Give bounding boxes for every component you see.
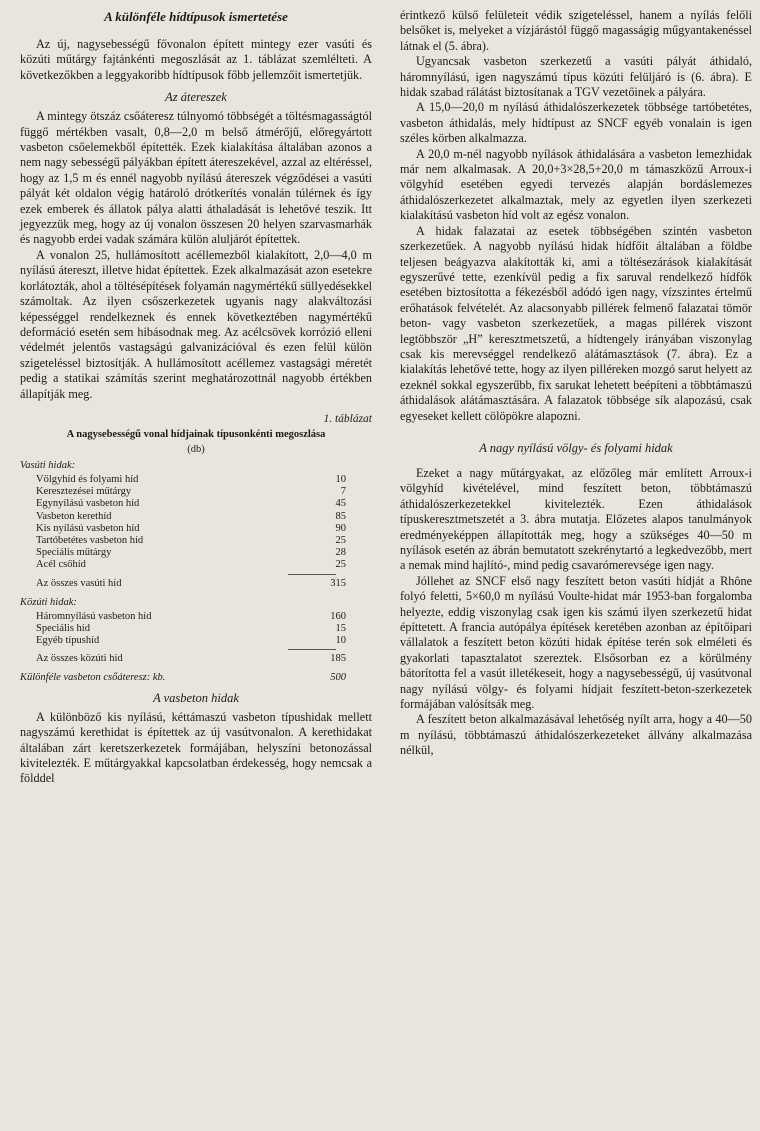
table-row (20, 623, 372, 635)
table-row (20, 498, 372, 510)
table-row (20, 511, 372, 523)
table-unit: (db) (187, 443, 205, 455)
culvert-row (20, 672, 372, 684)
row-value: 185 (330, 653, 346, 665)
table-title: A nagysebességű vonal hídjainak típusonkénti megoszlása (66, 428, 326, 440)
paragraph: A hidak falazatai az esetek többségében szintén vasbeton szerkezetűek. A nagyobb nyílású hidak hídfőit általában a földbe teljesen beágyazva alakították ki, ami a töltésezárások kialakítását egyszerűvé tette, ezenkívül pedig a fix saruval rendelkező hídfők esetében biztosította a fékezésből adódó igen nagy, vízszintes értelmű erőhatások felvételét. Az alacsonyabb pillérek felmenő falazatai tömör beton- vagy vasbeton szerkezetűek, a magas pillérek viszont legtöbbször „H” keresztmetszetű, a hídtengely irányában viszonylag csak kis merevséggel rendelkező alátámasztások (7. ábra). Ez a kialakítás lehetővé tette, hogy az ilyen pilléreken mozgó sarut helyett az ezeknél sokkal egyszerűbb, fix sarukat lehetett beépíteni a többtámaszú áthidalások alátámasztására. A falazatok többsége sík alapozású, csak egyeseket kellett cölöpökre alapozni. (400, 223, 752, 423)
rail-total-row (20, 578, 372, 590)
road-total-row (20, 653, 372, 665)
paragraph: Ugyancsak vasbeton szerkezetű a vasúti pályát áthidaló, háromnyílású, igen nagyszámú típus közúti felüljáró is (6. ábra). E hidak szabad rálátást biztosítanak a TGV vezetőinek a pályára. (400, 54, 752, 100)
road-bridges-heading: Közúti hidak: (20, 596, 77, 608)
section-heading-culverts: Az átereszek (165, 90, 227, 105)
row-value: 90 (335, 522, 346, 534)
row-label: Különféle vasbeton csőáteresz: kb. (20, 671, 166, 683)
row-value: 315 (330, 577, 346, 589)
row-value: 45 (335, 498, 346, 510)
table-row (20, 535, 372, 547)
row-label: Az összes vasúti híd (36, 577, 122, 589)
paragraph: érintkező külső felületeit védik szigeteléssel, hanem a nyílás felőli belsőket is, melyeket a vízjárástól függő magasságig műgyantakenéssel látnak el (5. ábra). (400, 8, 752, 53)
table-row (20, 547, 372, 559)
left-column (20, 0, 372, 787)
paragraph: Ezeket a nagy műtárgyakat, az előzőleg már említett Arroux-i völgyhíd kivételével, mind feszített beton, többtámaszú áthidalószerkezetekkel kivitelezték. Ezen áthidalások típuskeresztmetszetét a 3. ábra mutatja. Előzetes alapos tanulmányok eredményeképpen állapították meg, hogy a szükséges 40—50 m nyílások esetén az ábrán bemutatott szekrénytartó a legkedvezőbb, mert a nemak mind hajlító-, mind pedig csavarómerevsége igen nagy. (400, 465, 752, 573)
row-value: 25 (335, 534, 346, 546)
row-value: 10 (335, 635, 346, 647)
row-label: Háromnyílású vasbeton híd (36, 610, 152, 622)
section-heading-concrete-bridges: A vasbeton hidak (153, 690, 239, 705)
intro-paragraph: Az új, nagysebességű fővonalon épített mintegy ezer vasúti és közúti műtárgy fajtánkénti megoszlását az 1. táblázat szemlélteti. A következőkben a leggyakoribb hídtípusok főbb jellemzőit ismertetjük. (20, 37, 372, 82)
paragraph: A 15,0—20,0 m nyílású áthidalószerkezetek többsége tartóbetétes, vasbeton áthidalás, mely hídtípust az SNCF egyéb vonalain is igen széles körben alkalmazza. (400, 100, 752, 146)
row-value: 160 (330, 610, 346, 622)
row-value: 85 (335, 510, 346, 522)
table-row (20, 523, 372, 535)
row-label: Acél csőhíd (36, 559, 86, 571)
row-label: Keresztezései műtárgy (36, 486, 132, 498)
bridge-type-table (20, 412, 372, 684)
row-value: 28 (335, 547, 346, 559)
paragraph: A mintegy ötszáz csőáteresz túlnyomó többségét a töltésmagasságtól függő mértékben vasalt, 0,8—2,0 m belső átmérőjű, előregyártott vasbeton csőelemekből építették. Ezek kialakítása általában azonos a nem nagy sebességű pályákban épített átereszekével, azzal az eltéréssel, hogy az 1,5 m és ennél nagyobb nyílású átereszek végződései a vasúti pályát két oldalon végig határoló drótkerítés vonalán túlérnek és így ezek emberek és állatok pálya alatti áthaladását is lehetővé teszik. Itt jegyezzük meg, hogy az új vonalon összesen 20 helyen szarvasmarhák és nagyobb erdei vadak számára külön aluljárót építettek. (20, 109, 372, 247)
row-label: Vasbeton kerethíd (36, 510, 112, 522)
paragraph: Jóllehet az SNCF első nagy feszített beton vasúti hídját a Rhône folyó feletti, 5×60,0 m nyílású Voulte-hidat már 1953-ban forgalomba helyezte, eddig viszonylag csak igen kis számú ilyen szerkezetű hidat építtetett. A francia autópálya építések keretében azonban az építőipari vállalatok a feszített beton közúti hidak építése terén sok elméleti és gyakorlati tapasztalatot szereztek. Elsősorban ez a körülmény bátorította fel a vasút illetékeseit, hogy a nagysebességű, új vasútvonal nagy nyílású völgy- és folyami hídjait feszített-beton-szerkezetek formájában valósítsák meg. (400, 573, 752, 712)
right-column (400, 0, 752, 759)
article-title: A különféle hídtípusok ismertetése (104, 9, 288, 24)
table-number: 1. táblázat (323, 412, 372, 425)
paragraph: A vonalon 25, hullámosított acéllemezből kialakított, 2,0—4,0 m nyílású átereszt, illetve hidat építettek. Ezek alkalmazását azon esetekre korlátozták, ahol a töltésépítések folyamán nagymértékű süllyedésekkel számoltak. Az ilyen csőszerkezetek ugyanis nagy alakváltozási képességgel rendelkeznek és ennek következtében nagymértékű deformáció esetén sem hibásodnak meg. Az acélcsövek korrózió elleni védelmét jelentős vastagságú galvanizációval és ezen felül külön szigeteléssel biztosítják. A hullámosított acéllemez vastagsági méretét pedig a statikai számítás szerint meghatározottnál nagyobb értékben állapítják meg. (20, 247, 372, 401)
table-row (20, 559, 372, 571)
section-heading-large-bridges: A nagy nyílású völgy- és folyami hidak (479, 440, 673, 455)
row-label: Völgyhíd és folyami híd (36, 473, 139, 485)
sum-rule (288, 649, 336, 650)
row-value: 10 (335, 473, 346, 485)
row-label: Egyéb típushíd (36, 635, 100, 647)
table-row (20, 474, 372, 486)
paragraph: A különböző kis nyílású, kéttámaszú vasbeton típushidak mellett nagyszámú kerethidat is építettek az új vasútvonalon. A kerethidakat általában zárt keretszerkezetek formájában, helyszíni betonozással kivitelezték. E műtárgyakkal kapcsolatban érdekesség, hogy nemcsak a földdel (20, 709, 372, 786)
row-value: 25 (335, 559, 346, 571)
paragraph: A 20,0 m-nél nagyobb nyílások áthidalására a vasbeton lemezhidak már nem alkalmasak. A 20,0+3×28,5+20,0 m támaszközű Arroux-i völgyhíd esetében egyedi tervezés alapján bordáslemezes áthidalószerkezetet alkalmaztak, mely az egyetlen ilyen szerkezeti kialakítású vasbeton híd volt az egész vonalon. (400, 146, 752, 223)
paragraph: A feszített beton alkalmazásával lehetőség nyílt arra, hogy a 40—50 m nyílású, többtámaszú áthidalószerkezeteket állvány alkalmazása nélkül, (400, 712, 752, 758)
row-value: 7 (340, 486, 346, 498)
rail-bridges-heading: Vasúti hidak: (20, 459, 76, 471)
row-value: 500 (330, 671, 346, 683)
row-label: Tartóbetétes vasbeton híd (36, 534, 144, 546)
row-label: Egynyílású vasbeton híd (36, 498, 140, 510)
sum-rule (288, 574, 336, 575)
table-row (20, 486, 372, 498)
table-row (20, 635, 372, 647)
row-label: Speciális műtárgy (36, 547, 112, 559)
row-label: Speciális híd (36, 622, 90, 634)
table-row (20, 611, 372, 623)
row-label: Kis nyílású vasbeton híd (36, 522, 140, 534)
row-value: 15 (335, 622, 346, 634)
row-label: Az összes közúti híd (36, 653, 123, 665)
